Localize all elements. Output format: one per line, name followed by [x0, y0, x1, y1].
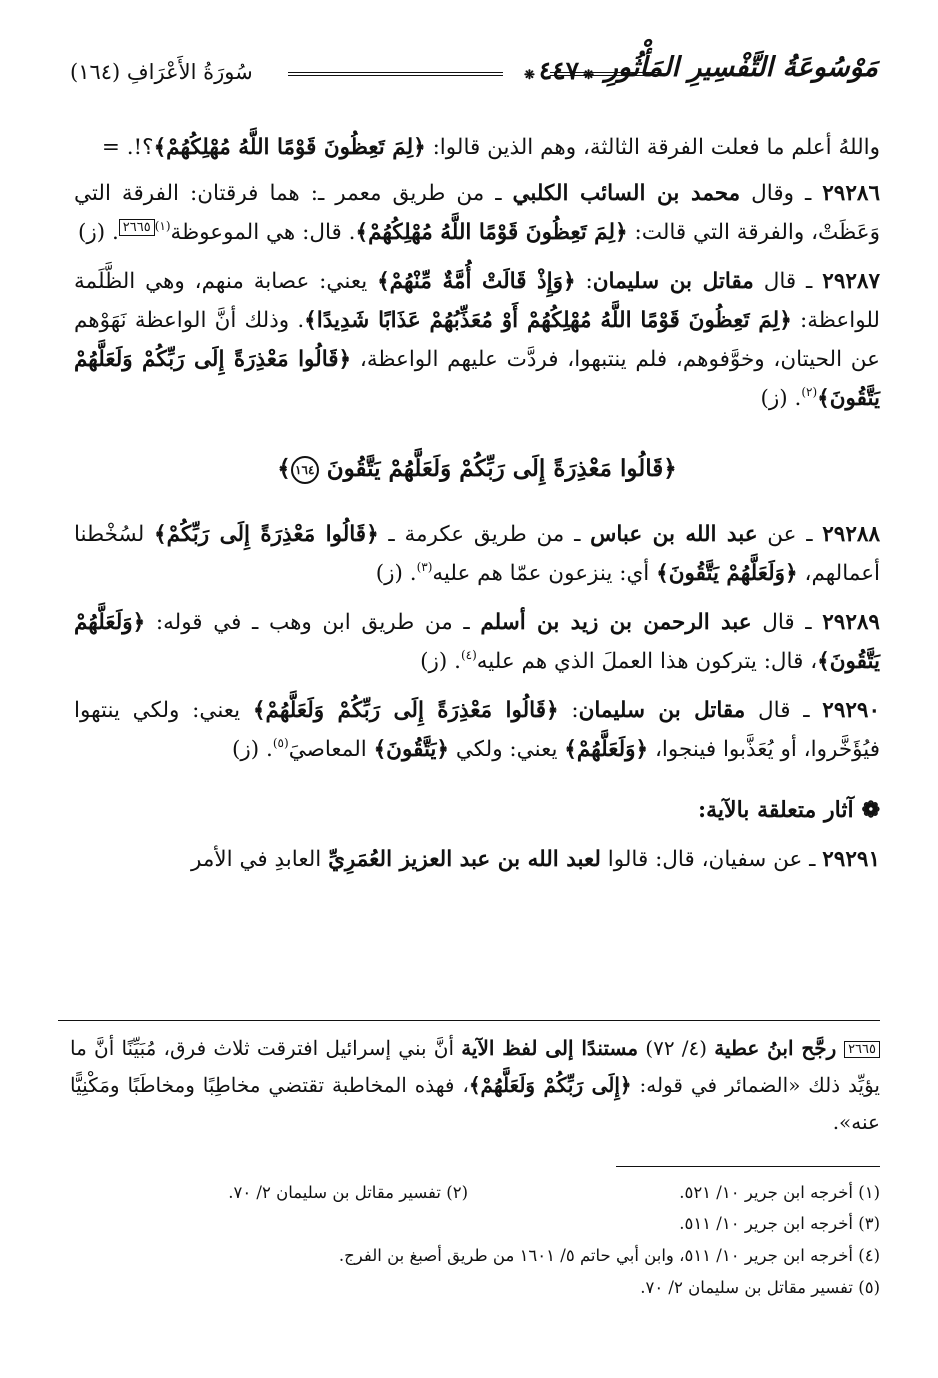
note-reference: (٤/ ٧٢): [638, 1036, 715, 1060]
footnote-marker[interactable]: (٤): [460, 648, 477, 662]
narrator-name: عبد الله بن عباس: [590, 522, 758, 547]
quran-quote: ﴿وَلَعَلَّهُمْ يَتَّقُونَ﴾: [656, 561, 798, 586]
book-title: مَوْسُوعَةُ التَّفْسِيرِ المَأْثُورِ: [604, 52, 878, 83]
narrator-name: عبد الرحمن بن زيد بن أسلم: [480, 610, 752, 635]
text: . قال: هي الموعوظة: [170, 220, 356, 245]
narration-number: ٢٩٢٨٦: [822, 181, 880, 206]
narrator-name: محمد بن السائب الكلبي: [512, 181, 741, 206]
text: ـ قال: [745, 698, 823, 723]
text: . (ز): [420, 649, 461, 674]
quran-quote: ﴿يَتَّقُونَ﴾: [373, 737, 450, 762]
main-text: [74, 128, 880, 886]
section-heading: [74, 792, 880, 828]
footnote-4: (٤) أخرجه ابن جرير ١٠/ ٥١١، وابن أبي حاتم ٥/ ١٦٠١ من طريق أصبغ بن الفرج.: [338, 1246, 880, 1265]
narration-29286: [74, 174, 880, 255]
quran-quote: ﴿وَلَعَلَّهُمْ يَتَّقُونَ﴾: [74, 610, 880, 674]
narration-29288: [74, 515, 880, 596]
quran-quote: ﴿قَالُوا مَعْذِرَةً إِلَى رَبِّكُمْ وَلَعَلَّهُمْ﴾: [252, 698, 559, 723]
quran-quote: ﴿لِمَ تَعِظُونَ قَوْمًا اللَّهُ مُهْلِكُهُمْ﴾: [153, 135, 426, 160]
note-lead: رجَّح ابنُ عطية: [714, 1036, 845, 1060]
note-reference-box[interactable]: ٢٦٦٥: [119, 219, 155, 236]
footnote-1: (١) أخرجه ابن جرير ١٠/ ٥٢١.: [679, 1183, 880, 1202]
text: أنَّ بني إسرائيل افترقت ثلاث فرق، مُبَيِّنًا أنَّ ما يؤيِّد ذلك «الضمائر في قوله:: [70, 1036, 880, 1097]
narration-29287: [74, 262, 880, 421]
ornament-icon: ❋: [523, 68, 535, 83]
header-rule-left: [288, 72, 503, 76]
text: ـ عن: [757, 522, 823, 547]
footnote-marker[interactable]: (٣): [416, 560, 433, 574]
footnote-3: (٣) أخرجه ابن جرير ١٠/ ٥١١.: [679, 1214, 880, 1233]
flower-icon: ❁: [861, 797, 880, 823]
footnote-marker[interactable]: (١): [154, 219, 171, 233]
note-number-box: ٢٦٦٥: [844, 1041, 880, 1058]
quran-quote: ﴿قَالُوا مَعْذِرَةً إِلَى رَبِّكُمْ﴾: [154, 522, 379, 547]
text: لسُخْطنا أعمالهم،: [74, 522, 880, 586]
text: أي: ينزعون عمّا هم عليه: [432, 561, 657, 586]
ornament-icon: ❋: [583, 68, 595, 83]
text: المعاصيَ: [288, 737, 374, 762]
narration-29289: [74, 603, 880, 684]
quran-quote: ﴿وَلَعَلَّهُمْ﴾: [564, 737, 649, 762]
page-number-group: [503, 56, 615, 85]
footnote-5: (٥) تفسير مقاتل بن سليمان ٢/ ٧٠.: [640, 1278, 880, 1297]
text: . (ز): [77, 220, 119, 245]
text: ـ قال: [751, 610, 823, 635]
editor-note: [70, 1030, 880, 1141]
narration-29291: [74, 840, 880, 879]
footnote-marker[interactable]: (٥): [272, 736, 289, 750]
verse-heading: [74, 449, 880, 489]
text: يعني: ولكي: [449, 737, 565, 762]
text: ـ من طريق معمر ـ: هما فرقتان: الفرقة التي وَعَظَتْ، والفرقة التي قالت:: [74, 181, 880, 245]
narration-number: ٢٩٢٨٨: [822, 522, 880, 547]
quran-quote: ﴿وَإِذْ قَالَتْ أُمَّةٌ مِّنْهُمْ﴾: [377, 269, 576, 294]
text: ، فهذه المخاطبة تقتضي مخاطِبًا ومخاطَبًا ومَكْنِيًّا عنه».: [70, 1073, 880, 1134]
text: واللهُ أعلم ما فعلت الفرقة الثالثة، وهم الذين قالوا:: [425, 135, 880, 160]
footnote-marker[interactable]: (٢): [801, 385, 818, 399]
text: ـ من طريق عكرمة ـ: [378, 522, 591, 547]
text: ـ عن سفيان، قال: قالوا: [600, 847, 823, 872]
narration-number: ٢٩٢٩٠: [822, 698, 881, 723]
narration-29290: [74, 691, 880, 772]
quran-quote: ﴿قَالُوا مَعْذِرَةً إِلَى رَبِّكُمْ وَلَعَلَّهُمْ يَتَّقُونَ﴾: [74, 347, 880, 411]
text: ؟!. =: [101, 135, 154, 160]
text: :: [558, 698, 579, 723]
text: يعني: عصابة منهم، وهي الظَّلَمة للواعظة:: [74, 269, 880, 333]
page-header: [70, 52, 878, 98]
narrator-name: مقاتل بن سليمان: [592, 269, 754, 294]
text: ـ وقال: [740, 181, 823, 206]
text: :: [575, 269, 593, 294]
text: . (ز): [760, 386, 802, 411]
text: . (ز): [375, 561, 417, 586]
text: ، قال: يتركون هذا العملَ الذي هم عليه: [476, 649, 818, 674]
narration-number: ٢٩٢٨٩: [822, 610, 880, 635]
narration-number: ٢٩٢٨٧: [822, 269, 881, 294]
text: . وذلك أنَّ الواعظة نَهَوْهم عن الحيتان، وخوَّفوهم، فلم ينتبهوا، فردَّت عليهم الواعظة،: [74, 308, 880, 372]
verse-bracket: ﴾: [277, 455, 291, 482]
footnote-divider: [616, 1166, 880, 1167]
footnote-2: (٢) تفسير مقاتل بن سليمان ٢/ ٧٠.: [228, 1183, 468, 1202]
quran-quote: ﴿لِمَ تَعِظُونَ قَوْمًا اللَّهُ مُهْلِكُهُمْ أَوْ مُعَذِّبُهُمْ عَذَابًا شَدِيدًا﴾: [304, 308, 792, 333]
text: يعني: ولكي ينتهوا فيُؤَخَّروا، أو يُعَذَّبوا فينجوا،: [74, 698, 880, 762]
text: . (ز): [232, 737, 273, 762]
narrator-name: مقاتل بن سليمان: [578, 698, 746, 723]
text: ـ من طريق ابن وهب ـ في قوله:: [145, 610, 481, 635]
note-emphasis: مستندًا إلى لفظ الآية: [461, 1036, 639, 1060]
quran-quote: ﴿إِلَى رَبِّكُمْ وَلَعَلَّهُمْ﴾: [468, 1073, 632, 1097]
narration-number: ٢٩٢٩١: [822, 847, 880, 872]
paragraph-continuation: [74, 128, 880, 167]
verse-text: ﴿قَالُوا مَعْذِرَةً إِلَى رَبِّكُمْ وَلَعَلَّهُمْ يَتَّقُونَ: [326, 455, 677, 482]
text: ـ قال: [753, 269, 823, 294]
text: العابدِ في الأمر: [191, 847, 329, 872]
note-divider: [58, 1020, 880, 1021]
quran-quote: ﴿لِمَ تَعِظُونَ قَوْمًا اللَّهُ مُهْلِكُهُمْ﴾: [355, 220, 628, 245]
narrator-name: لعبد الله بن عبد العزيز العُمَرِيِّ: [328, 847, 601, 872]
section-title: آثار متعلقة بالآية:: [698, 797, 854, 823]
verse-number-icon: ١٦٤: [291, 456, 319, 484]
surah-label: سُورَةُ الأَعْرَافِ (١٦٤): [70, 60, 253, 84]
page-number: ٤٤٧: [538, 56, 580, 85]
